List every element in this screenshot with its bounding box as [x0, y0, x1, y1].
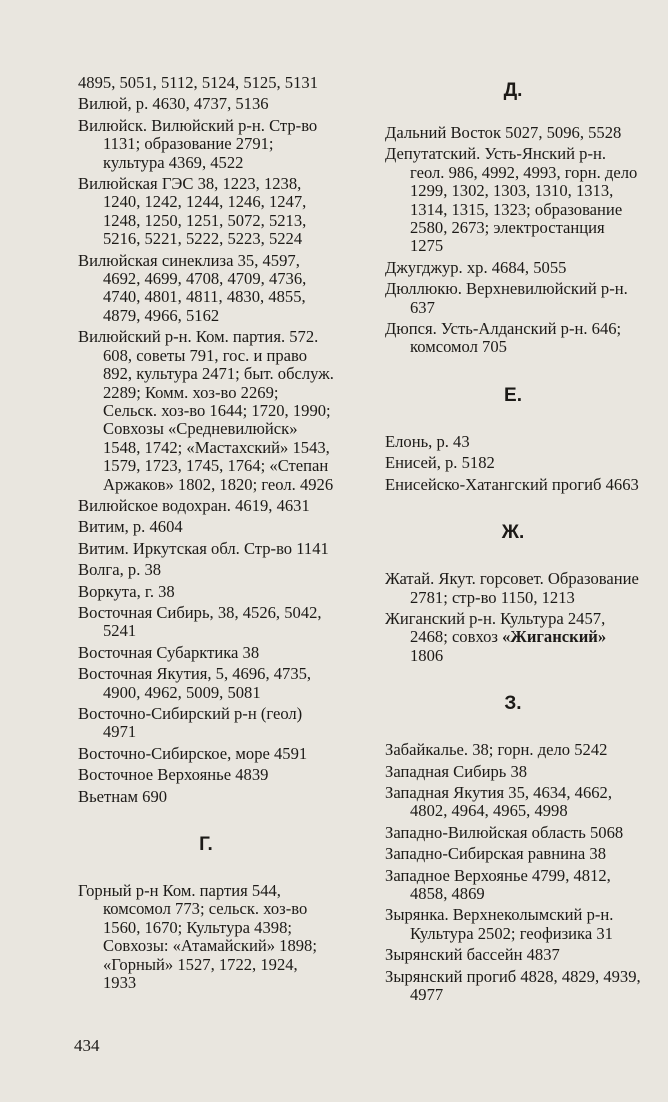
index-entry: Вилюйское водохран. 4619, 4631: [78, 495, 310, 515]
index-entry: Западно-Сибирская равнина 38: [385, 844, 606, 864]
index-entry: Дюллюкю. Верхневилюйский р-н. 637: [385, 279, 628, 317]
index-entry: Вилюйский р-н. Ком. партия. 572. 608, советы 791, гос. и право 892, культура 2471; быт. обслуж. 2289; Комм. хоз-во 2269; Сельск. хоз-во 1644; 1720, 1990; Совхозы «Средневилюйск» 1548, 1742; «Мастахский» 1543, 1579, 1723, 1745, 1764; «Степан Аржаков» 1802, 1820; геол. 4926: [78, 327, 334, 494]
index-entry: Волга, р. 38: [78, 560, 162, 580]
section-letter-d: Д.: [503, 80, 523, 101]
index-entry: Депутатский. Усть-Янский р-н. геол. 986, 4992, 4993, горн. дело 1299, 1302, 1303, 1310, 1313, 1314, 1315, 1323; образование 2580, 2673; электростанция 1275: [385, 144, 638, 256]
index-entry: Зырянка. Верхнеколымский р-н. Культура 2502; геофизика 31: [385, 905, 614, 943]
index-entry: Восточная Якутия, 5, 4696, 4735, 4900, 4962, 5009, 5081: [78, 664, 312, 702]
section-letter-g: Г.: [199, 834, 213, 856]
index-entry: Джугджур. хр. 4684, 5055: [385, 257, 567, 277]
index-entry: Витим, р. 4604: [78, 517, 183, 537]
index-entry: Енисейско-Хатангский прогиб 4663: [385, 474, 639, 494]
section-letter-z: З.: [504, 693, 522, 715]
index-entry: 4895, 5051, 5112, 5124, 5125, 5131: [78, 73, 318, 92]
index-entry: Западное Верхоянье 4799, 4812, 4858, 4869: [385, 865, 611, 903]
index-entry: Витим. Иркутская обл. Стр-во 1141: [78, 538, 329, 558]
index-entry: Воркута, г. 38: [78, 581, 175, 601]
index-entry: Дальний Восток 5027, 5096, 5528: [385, 123, 622, 142]
index-entry: Вилюй, р. 4630, 4737, 5136: [78, 94, 269, 114]
page-number: 434: [74, 1036, 100, 1055]
entry-text-end: 1806: [410, 645, 444, 665]
index-entry: Жатай. Якут. горсовет. Образование 2781; стр-во 1150, 1213: [385, 569, 639, 607]
index-entry: Западная Сибирь 38: [385, 761, 528, 781]
index-entry: Восточно-Сибирское, море 4591: [78, 743, 308, 763]
index-entry: Вилюйская ГЭС 38, 1223, 1238, 1240, 1242, 1244, 1246, 1247, 1248, 1250, 1251, 5072, 5213, 5216, 5221, 5222, 5223, 5224: [78, 174, 307, 249]
index-entry: Вьетнам 690: [78, 786, 168, 806]
index-entry: Дюпся. Усть-Алданский р-н. 646; комсомол 705: [385, 319, 622, 357]
index-entry: Енисей, р. 5182: [385, 453, 495, 473]
index-entry: Восточная Сибирь, 38, 4526, 5042, 5241: [78, 602, 322, 641]
index-entry: Западно-Вилюйская область 5068: [385, 822, 624, 842]
section-letter-zh: Ж.: [501, 522, 525, 544]
index-entry: Вилюйск. Вилюйский р-н. Стр-во 1131; образование 2791; культура 4369, 4522: [78, 115, 318, 172]
index-entry-zhigansk: [385, 610, 641, 665]
index-entry: Вилюйская синеклиза 35, 4597, 4692, 4699, 4708, 4709, 4736, 4740, 4801, 4811, 4830, 4855, 4879, 4966, 5162: [78, 250, 307, 325]
index-entry: Зырянский бассейн 4837: [385, 945, 560, 965]
entry-text: Жиганский р-н. Культура 2457, 2468; совхоз: [385, 608, 606, 647]
index-entry: Забайкалье. 38; горн. дело 5242: [385, 740, 608, 760]
right-column: [385, 74, 641, 1007]
left-column: [78, 74, 334, 995]
index-entry: Восточно-Сибирский р-н (геол) 4971: [78, 704, 303, 742]
section-letter-e: Е.: [504, 384, 522, 406]
index-entry: Зырянский прогиб 4828, 4829, 4939, 4977: [385, 966, 641, 1004]
index-entry: Западная Якутия 35, 4634, 4662, 4802, 4964, 4965, 4998: [385, 782, 612, 821]
index-entry: Восточная Субарктика 38: [78, 642, 260, 662]
index-entry: Восточное Верхоянье 4839: [78, 765, 269, 785]
entry-bold-text: «Жиганский»: [502, 627, 607, 647]
index-entry: Горный р-н Ком. партия 544, комсомол 773; сельск. хоз-во 1560, 1670; Культура 4398; Совхозы: «Атамайский» 1898; «Горный» 1527, 1722, 1924, 1933: [78, 881, 317, 993]
index-entry: Елонь, р. 43: [385, 431, 470, 451]
